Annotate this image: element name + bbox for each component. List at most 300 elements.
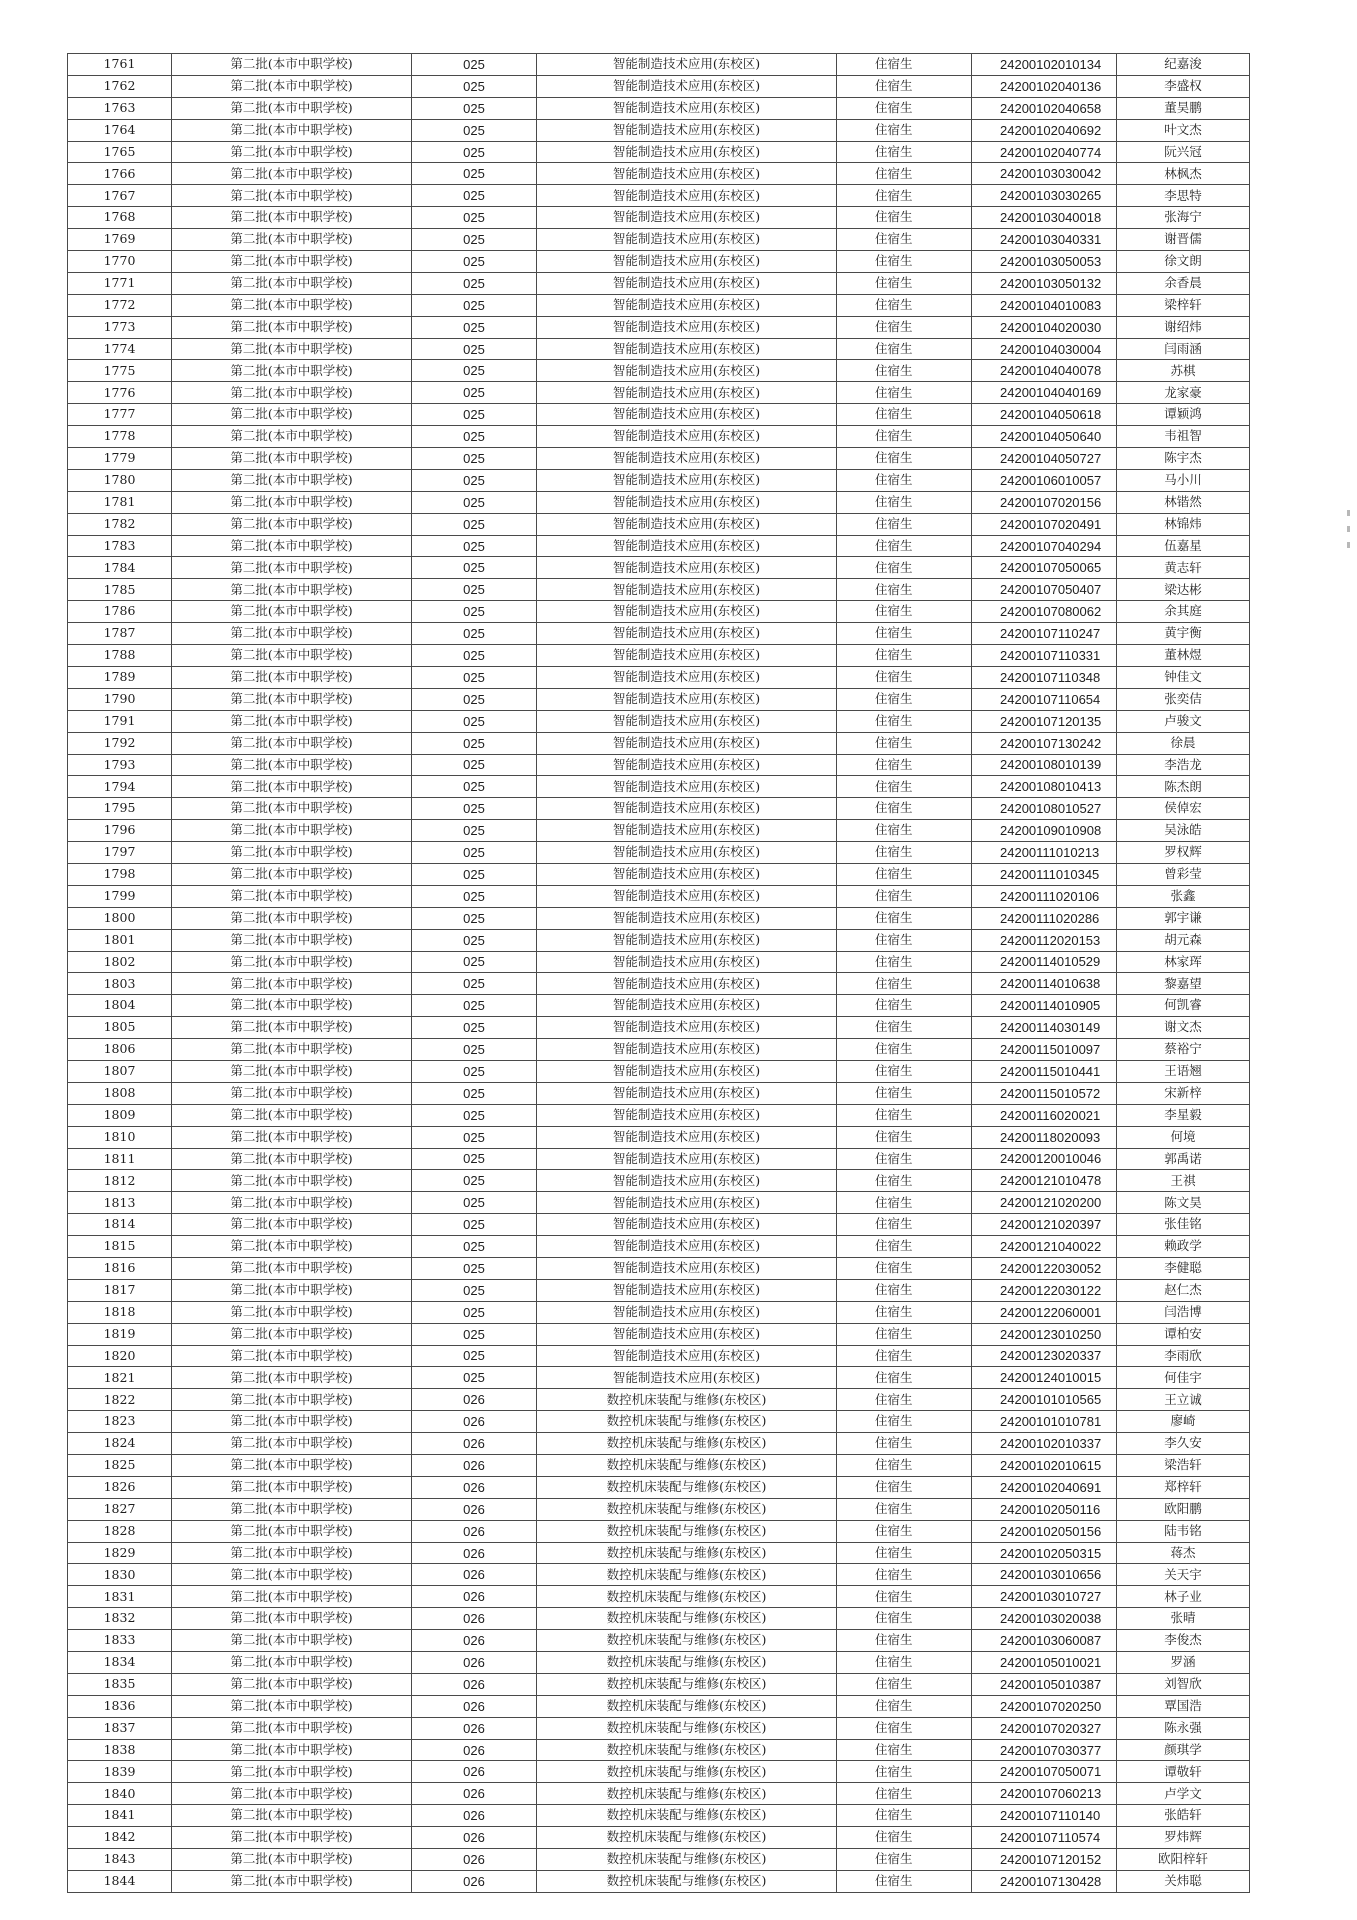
row-number: 1812 [68, 1170, 172, 1192]
table-row [68, 995, 1250, 1017]
exam-id-cell: 24200104040078 [972, 360, 1117, 382]
major-code-cell: 025 [412, 294, 537, 316]
major-name-cell: 智能制造技术应用(东校区) [537, 141, 837, 163]
exam-id-cell: 24200104020030 [972, 316, 1117, 338]
student-type-cell: 住宿生 [837, 1433, 972, 1455]
row-number: 1810 [68, 1126, 172, 1148]
student-type-cell: 住宿生 [837, 885, 972, 907]
major-code-cell: 026 [412, 1717, 537, 1739]
major-name-cell: 数控机床装配与维修(东校区) [537, 1717, 837, 1739]
major-name-cell: 智能制造技术应用(东校区) [537, 251, 837, 273]
table-row [68, 1630, 1250, 1652]
exam-id-cell: 24200121020200 [972, 1192, 1117, 1214]
exam-id-cell: 24200104050727 [972, 448, 1117, 470]
major-code-cell: 025 [412, 207, 537, 229]
major-code-cell: 025 [412, 951, 537, 973]
major-name-cell: 智能制造技术应用(东校区) [537, 973, 837, 995]
student-name-cell: 何佳宇 [1117, 1367, 1250, 1389]
major-name-cell: 智能制造技术应用(东校区) [537, 1236, 837, 1258]
major-name-cell: 智能制造技术应用(东校区) [537, 820, 837, 842]
table-row [68, 973, 1250, 995]
batch-cell: 第二批(本市中职学校) [172, 1170, 412, 1192]
student-name-cell: 马小川 [1117, 469, 1250, 491]
major-code-cell: 025 [412, 907, 537, 929]
student-type-cell: 住宿生 [837, 316, 972, 338]
student-name-cell: 黎嘉望 [1117, 973, 1250, 995]
student-name-cell: 郭禹诺 [1117, 1148, 1250, 1170]
exam-id-cell: 24200112020153 [972, 929, 1117, 951]
major-name-cell: 数控机床装配与维修(东校区) [537, 1455, 837, 1477]
batch-cell: 第二批(本市中职学校) [172, 798, 412, 820]
table-row [68, 1695, 1250, 1717]
major-code-cell: 025 [412, 426, 537, 448]
major-name-cell: 数控机床装配与维修(东校区) [537, 1498, 837, 1520]
exam-id-cell: 24200107020156 [972, 491, 1117, 513]
major-code-cell: 025 [412, 754, 537, 776]
major-code-cell: 025 [412, 1039, 537, 1061]
student-name-cell: 胡元森 [1117, 929, 1250, 951]
batch-cell: 第二批(本市中职学校) [172, 1367, 412, 1389]
admission-list-table [67, 53, 1249, 1893]
major-code-cell: 025 [412, 448, 537, 470]
table-row [68, 1783, 1250, 1805]
student-name-cell: 苏棋 [1117, 360, 1250, 382]
major-name-cell: 数控机床装配与维修(东校区) [537, 1849, 837, 1871]
batch-cell: 第二批(本市中职学校) [172, 448, 412, 470]
batch-cell: 第二批(本市中职学校) [172, 141, 412, 163]
student-type-cell: 住宿生 [837, 1586, 972, 1608]
major-code-cell: 026 [412, 1761, 537, 1783]
batch-cell: 第二批(本市中职学校) [172, 732, 412, 754]
student-name-cell: 蔡裕宁 [1117, 1039, 1250, 1061]
scan-edge-marks [1347, 510, 1351, 570]
major-code-cell: 025 [412, 820, 537, 842]
batch-cell: 第二批(本市中职学校) [172, 1849, 412, 1871]
student-name-cell: 陈杰朗 [1117, 776, 1250, 798]
major-name-cell: 智能制造技术应用(东校区) [537, 557, 837, 579]
data-table [67, 53, 1250, 1893]
student-type-cell: 住宿生 [837, 929, 972, 951]
table-row [68, 1411, 1250, 1433]
student-type-cell: 住宿生 [837, 1761, 972, 1783]
student-name-cell: 郭宇谦 [1117, 907, 1250, 929]
row-number: 1814 [68, 1214, 172, 1236]
batch-cell: 第二批(本市中职学校) [172, 1455, 412, 1477]
batch-cell: 第二批(本市中职学校) [172, 1498, 412, 1520]
batch-cell: 第二批(本市中职学校) [172, 207, 412, 229]
student-type-cell: 住宿生 [837, 1389, 972, 1411]
table-row [68, 1827, 1250, 1849]
batch-cell: 第二批(本市中职学校) [172, 491, 412, 513]
batch-cell: 第二批(本市中职学校) [172, 1214, 412, 1236]
student-type-cell: 住宿生 [837, 513, 972, 535]
major-code-cell: 025 [412, 842, 537, 864]
major-name-cell: 智能制造技术应用(东校区) [537, 75, 837, 97]
student-name-cell: 张佳铭 [1117, 1214, 1250, 1236]
major-name-cell: 智能制造技术应用(东校区) [537, 710, 837, 732]
student-type-cell: 住宿生 [837, 1520, 972, 1542]
exam-id-cell: 24200102010337 [972, 1433, 1117, 1455]
table-row [68, 469, 1250, 491]
exam-id-cell: 24200103040018 [972, 207, 1117, 229]
exam-id-cell: 24200102040774 [972, 141, 1117, 163]
major-name-cell: 智能制造技术应用(东校区) [537, 601, 837, 623]
table-row [68, 185, 1250, 207]
table-row [68, 951, 1250, 973]
table-row [68, 1739, 1250, 1761]
row-number: 1761 [68, 54, 172, 76]
major-code-cell: 025 [412, 97, 537, 119]
table-row [68, 579, 1250, 601]
major-name-cell: 智能制造技术应用(东校区) [537, 754, 837, 776]
exam-id-cell: 24200104050618 [972, 404, 1117, 426]
batch-cell: 第二批(本市中职学校) [172, 513, 412, 535]
major-name-cell: 智能制造技术应用(东校区) [537, 1104, 837, 1126]
batch-cell: 第二批(本市中职学校) [172, 119, 412, 141]
major-code-cell: 025 [412, 316, 537, 338]
exam-id-cell: 24200107020250 [972, 1695, 1117, 1717]
student-name-cell: 谢绍炜 [1117, 316, 1250, 338]
row-number: 1809 [68, 1104, 172, 1126]
exam-id-cell: 24200107110654 [972, 688, 1117, 710]
major-name-cell: 智能制造技术应用(东校区) [537, 426, 837, 448]
major-code-cell: 026 [412, 1542, 537, 1564]
batch-cell: 第二批(本市中职学校) [172, 929, 412, 951]
student-name-cell: 欧阳鹏 [1117, 1498, 1250, 1520]
student-name-cell: 关天宇 [1117, 1564, 1250, 1586]
major-code-cell: 026 [412, 1476, 537, 1498]
batch-cell: 第二批(本市中职学校) [172, 97, 412, 119]
table-row [68, 229, 1250, 251]
student-type-cell: 住宿生 [837, 1126, 972, 1148]
row-number: 1799 [68, 885, 172, 907]
batch-cell: 第二批(本市中职学校) [172, 623, 412, 645]
row-number: 1795 [68, 798, 172, 820]
major-name-cell: 智能制造技术应用(东校区) [537, 1060, 837, 1082]
major-code-cell: 025 [412, 338, 537, 360]
student-type-cell: 住宿生 [837, 732, 972, 754]
student-name-cell: 龙家豪 [1117, 382, 1250, 404]
row-number: 1833 [68, 1630, 172, 1652]
table-row [68, 907, 1250, 929]
major-code-cell: 026 [412, 1695, 537, 1717]
batch-cell: 第二批(本市中职学校) [172, 1542, 412, 1564]
batch-cell: 第二批(本市中职学校) [172, 54, 412, 76]
major-code-cell: 025 [412, 251, 537, 273]
major-name-cell: 数控机床装配与维修(东校区) [537, 1870, 837, 1892]
student-type-cell: 住宿生 [837, 1542, 972, 1564]
row-number: 1788 [68, 645, 172, 667]
row-number: 1840 [68, 1783, 172, 1805]
batch-cell: 第二批(本市中职学校) [172, 885, 412, 907]
student-type-cell: 住宿生 [837, 1170, 972, 1192]
table-row [68, 1126, 1250, 1148]
row-number: 1832 [68, 1608, 172, 1630]
row-number: 1842 [68, 1827, 172, 1849]
student-type-cell: 住宿生 [837, 1849, 972, 1871]
major-name-cell: 智能制造技术应用(东校区) [537, 207, 837, 229]
batch-cell: 第二批(本市中职学校) [172, 1476, 412, 1498]
row-number: 1826 [68, 1476, 172, 1498]
exam-id-cell: 24200107110140 [972, 1805, 1117, 1827]
student-name-cell: 林家珲 [1117, 951, 1250, 973]
row-number: 1829 [68, 1542, 172, 1564]
table-row [68, 1170, 1250, 1192]
major-name-cell: 数控机床装配与维修(东校区) [537, 1564, 837, 1586]
major-name-cell: 智能制造技术应用(东校区) [537, 119, 837, 141]
major-code-cell: 025 [412, 1104, 537, 1126]
batch-cell: 第二批(本市中职学校) [172, 579, 412, 601]
student-name-cell: 李俊杰 [1117, 1630, 1250, 1652]
student-type-cell: 住宿生 [837, 1214, 972, 1236]
student-type-cell: 住宿生 [837, 557, 972, 579]
row-number: 1787 [68, 623, 172, 645]
student-name-cell: 罗炜辉 [1117, 1827, 1250, 1849]
major-code-cell: 026 [412, 1498, 537, 1520]
major-name-cell: 智能制造技术应用(东校区) [537, 1017, 837, 1039]
major-name-cell: 智能制造技术应用(东校区) [537, 885, 837, 907]
major-code-cell: 025 [412, 272, 537, 294]
batch-cell: 第二批(本市中职学校) [172, 688, 412, 710]
student-name-cell: 谭柏安 [1117, 1323, 1250, 1345]
major-code-cell: 026 [412, 1739, 537, 1761]
student-name-cell: 何凯睿 [1117, 995, 1250, 1017]
exam-id-cell: 24200102050315 [972, 1542, 1117, 1564]
major-name-cell: 智能制造技术应用(东校区) [537, 1367, 837, 1389]
student-name-cell: 李浩龙 [1117, 754, 1250, 776]
student-name-cell: 侯倬宏 [1117, 798, 1250, 820]
row-number: 1807 [68, 1060, 172, 1082]
batch-cell: 第二批(本市中职学校) [172, 1082, 412, 1104]
major-code-cell: 025 [412, 469, 537, 491]
student-type-cell: 住宿生 [837, 75, 972, 97]
table-row [68, 885, 1250, 907]
student-type-cell: 住宿生 [837, 798, 972, 820]
student-type-cell: 住宿生 [837, 973, 972, 995]
table-row [68, 1039, 1250, 1061]
batch-cell: 第二批(本市中职学校) [172, 820, 412, 842]
major-name-cell: 智能制造技术应用(东校区) [537, 1345, 837, 1367]
major-name-cell: 智能制造技术应用(东校区) [537, 1257, 837, 1279]
exam-id-cell: 24200109010908 [972, 820, 1117, 842]
major-code-cell: 025 [412, 163, 537, 185]
major-code-cell: 026 [412, 1455, 537, 1477]
row-number: 1837 [68, 1717, 172, 1739]
row-number: 1784 [68, 557, 172, 579]
exam-id-cell: 24200104030004 [972, 338, 1117, 360]
student-name-cell: 张晴 [1117, 1608, 1250, 1630]
student-name-cell: 黄宇衡 [1117, 623, 1250, 645]
row-number: 1838 [68, 1739, 172, 1761]
major-code-cell: 025 [412, 141, 537, 163]
student-name-cell: 曾彩莹 [1117, 863, 1250, 885]
major-name-cell: 智能制造技术应用(东校区) [537, 1148, 837, 1170]
exam-id-cell: 24200107060213 [972, 1783, 1117, 1805]
exam-id-cell: 24200102010134 [972, 54, 1117, 76]
student-type-cell: 住宿生 [837, 776, 972, 798]
student-type-cell: 住宿生 [837, 820, 972, 842]
exam-id-cell: 24200107120135 [972, 710, 1117, 732]
row-number: 1813 [68, 1192, 172, 1214]
major-code-cell: 025 [412, 929, 537, 951]
table-row [68, 404, 1250, 426]
exam-id-cell: 24200118020093 [972, 1126, 1117, 1148]
row-number: 1802 [68, 951, 172, 973]
batch-cell: 第二批(本市中职学校) [172, 272, 412, 294]
table-row [68, 1433, 1250, 1455]
row-number: 1839 [68, 1761, 172, 1783]
student-name-cell: 林子业 [1117, 1586, 1250, 1608]
major-code-cell: 025 [412, 1192, 537, 1214]
exam-id-cell: 24200108010527 [972, 798, 1117, 820]
batch-cell: 第二批(本市中职学校) [172, 1652, 412, 1674]
row-number: 1820 [68, 1345, 172, 1367]
student-type-cell: 住宿生 [837, 1498, 972, 1520]
table-row [68, 1586, 1250, 1608]
major-name-cell: 智能制造技术应用(东校区) [537, 688, 837, 710]
batch-cell: 第二批(本市中职学校) [172, 601, 412, 623]
student-name-cell: 闫浩博 [1117, 1301, 1250, 1323]
exam-id-cell: 24200102040658 [972, 97, 1117, 119]
table-row [68, 97, 1250, 119]
student-name-cell: 林锦炜 [1117, 513, 1250, 535]
student-name-cell: 卢学文 [1117, 1783, 1250, 1805]
table-row [68, 776, 1250, 798]
student-type-cell: 住宿生 [837, 1783, 972, 1805]
major-name-cell: 智能制造技术应用(东校区) [537, 995, 837, 1017]
student-type-cell: 住宿生 [837, 710, 972, 732]
table-row [68, 1389, 1250, 1411]
exam-id-cell: 24200124010015 [972, 1367, 1117, 1389]
exam-id-cell: 24200115010441 [972, 1060, 1117, 1082]
major-name-cell: 智能制造技术应用(东校区) [537, 382, 837, 404]
student-name-cell: 谭颖鸿 [1117, 404, 1250, 426]
exam-id-cell: 24200111010345 [972, 863, 1117, 885]
table-row [68, 294, 1250, 316]
student-type-cell: 住宿生 [837, 1652, 972, 1674]
major-name-cell: 数控机床装配与维修(东校区) [537, 1695, 837, 1717]
exam-id-cell: 24200111020286 [972, 907, 1117, 929]
major-name-cell: 智能制造技术应用(东校区) [537, 951, 837, 973]
major-code-cell: 026 [412, 1827, 537, 1849]
major-name-cell: 智能制造技术应用(东校区) [537, 185, 837, 207]
row-number: 1804 [68, 995, 172, 1017]
student-name-cell: 林枫杰 [1117, 163, 1250, 185]
exam-id-cell: 24200121020397 [972, 1214, 1117, 1236]
major-name-cell: 智能制造技术应用(东校区) [537, 316, 837, 338]
student-name-cell: 李久安 [1117, 1433, 1250, 1455]
exam-id-cell: 24200102040692 [972, 119, 1117, 141]
exam-id-cell: 24200122030122 [972, 1279, 1117, 1301]
table-row [68, 382, 1250, 404]
table-row [68, 535, 1250, 557]
student-type-cell: 住宿生 [837, 1236, 972, 1258]
table-row [68, 557, 1250, 579]
table-row [68, 820, 1250, 842]
major-code-cell: 026 [412, 1870, 537, 1892]
row-number: 1816 [68, 1257, 172, 1279]
exam-id-cell: 24200114010905 [972, 995, 1117, 1017]
major-name-cell: 数控机床装配与维修(东校区) [537, 1389, 837, 1411]
table-row [68, 1542, 1250, 1564]
row-number: 1805 [68, 1017, 172, 1039]
batch-cell: 第二批(本市中职学校) [172, 754, 412, 776]
exam-id-cell: 24200114030149 [972, 1017, 1117, 1039]
row-number: 1798 [68, 863, 172, 885]
row-number: 1770 [68, 251, 172, 273]
major-code-cell: 025 [412, 185, 537, 207]
student-type-cell: 住宿生 [837, 645, 972, 667]
row-number: 1778 [68, 426, 172, 448]
table-row [68, 1455, 1250, 1477]
student-type-cell: 住宿生 [837, 1345, 972, 1367]
exam-id-cell: 24200111010213 [972, 842, 1117, 864]
table-row [68, 1761, 1250, 1783]
table-row [68, 1323, 1250, 1345]
row-number: 1780 [68, 469, 172, 491]
row-number: 1843 [68, 1849, 172, 1871]
student-type-cell: 住宿生 [837, 1805, 972, 1827]
row-number: 1762 [68, 75, 172, 97]
major-name-cell: 智能制造技术应用(东校区) [537, 97, 837, 119]
table-row [68, 710, 1250, 732]
student-type-cell: 住宿生 [837, 995, 972, 1017]
exam-id-cell: 24200107050065 [972, 557, 1117, 579]
major-code-cell: 026 [412, 1805, 537, 1827]
major-code-cell: 025 [412, 1323, 537, 1345]
major-name-cell: 智能制造技术应用(东校区) [537, 469, 837, 491]
batch-cell: 第二批(本市中职学校) [172, 557, 412, 579]
table-row [68, 426, 1250, 448]
exam-id-cell: 24200103050132 [972, 272, 1117, 294]
row-number: 1771 [68, 272, 172, 294]
row-number: 1794 [68, 776, 172, 798]
row-number: 1819 [68, 1323, 172, 1345]
row-number: 1764 [68, 119, 172, 141]
batch-cell: 第二批(本市中职学校) [172, 1323, 412, 1345]
student-name-cell: 张鑫 [1117, 885, 1250, 907]
student-type-cell: 住宿生 [837, 1630, 972, 1652]
exam-id-cell: 24200103060087 [972, 1630, 1117, 1652]
exam-id-cell: 24200114010638 [972, 973, 1117, 995]
student-name-cell: 赵仁杰 [1117, 1279, 1250, 1301]
student-type-cell: 住宿生 [837, 1104, 972, 1126]
row-number: 1791 [68, 710, 172, 732]
student-name-cell: 李思特 [1117, 185, 1250, 207]
exam-id-cell: 24200107020491 [972, 513, 1117, 535]
exam-id-cell: 24200102040691 [972, 1476, 1117, 1498]
student-type-cell: 住宿生 [837, 951, 972, 973]
student-type-cell: 住宿生 [837, 1739, 972, 1761]
student-name-cell: 吴泳皓 [1117, 820, 1250, 842]
row-number: 1796 [68, 820, 172, 842]
major-name-cell: 智能制造技术应用(东校区) [537, 448, 837, 470]
student-name-cell: 梁梓轩 [1117, 294, 1250, 316]
student-type-cell: 住宿生 [837, 1060, 972, 1082]
exam-id-cell: 24200107020327 [972, 1717, 1117, 1739]
exam-id-cell: 24200105010021 [972, 1652, 1117, 1674]
batch-cell: 第二批(本市中职学校) [172, 1236, 412, 1258]
student-name-cell: 纪嘉浚 [1117, 54, 1250, 76]
row-number: 1808 [68, 1082, 172, 1104]
major-name-cell: 智能制造技术应用(东校区) [537, 623, 837, 645]
row-number: 1801 [68, 929, 172, 951]
exam-id-cell: 24200107040294 [972, 535, 1117, 557]
major-code-cell: 026 [412, 1586, 537, 1608]
row-number: 1766 [68, 163, 172, 185]
student-type-cell: 住宿生 [837, 1039, 972, 1061]
major-name-cell: 智能制造技术应用(东校区) [537, 272, 837, 294]
